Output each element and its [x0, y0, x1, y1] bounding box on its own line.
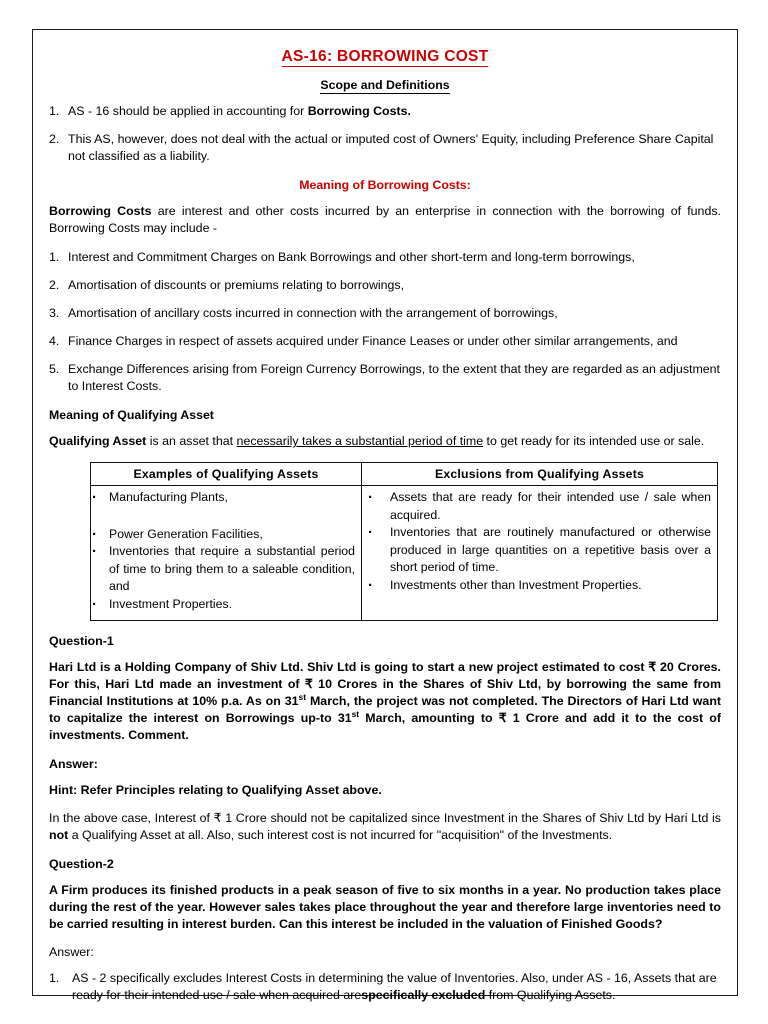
exclusions-list — [366, 489, 711, 594]
document-body — [49, 48, 721, 1004]
scope-heading — [49, 78, 721, 92]
question-2-answer-item-1 — [49, 970, 721, 1004]
list-item: · Manufacturing Plants, — [93, 489, 355, 506]
qualifying-assets-table — [90, 462, 718, 621]
scope-item-2-text: This AS, however, does not deal with the actual or imputed cost of Owners' Equity, including Preference Share Capital not classified as a liability. — [68, 132, 714, 164]
table-header-exclusions: Exclusions from Qualifying Assets — [362, 463, 718, 486]
borrowing-cost-item-4 — [49, 333, 721, 350]
scope-heading-text: Scope and Definitions — [320, 78, 450, 92]
question-2-label: Question-2 — [49, 856, 114, 871]
question-1-part1: Hari Ltd is a Holding Company of Shiv Ltd. Shiv Ltd is going to start a new project estimated to cost ₹ 20 Crores. For this, Hari Ltd made an investment of ₹ 10 Crores in the Shares of Shiv Ltd, by borrowing the same from Financial Institutions at 10% p.a. As on 31 — [49, 660, 721, 709]
table-header-row — [91, 463, 718, 486]
list-item: · Investments other than Investment Properties. — [366, 577, 711, 594]
list-item: · Investment Properties. — [93, 596, 355, 613]
scope-item-1-bold: Borrowing Costs. — [307, 104, 411, 118]
borrowing-cost-item-5 — [49, 361, 721, 395]
document-page — [32, 29, 738, 1003]
qualifying-asset-mid: is an asset that — [146, 434, 237, 449]
question-2-answer-item-1-post: from Qualifying Assets. — [485, 988, 616, 1003]
question-1-part3: March, amounting to ₹ 1 Crore and add it to the cost of investments. Comment. — [49, 711, 721, 743]
borrowing-cost-item-1 — [49, 249, 721, 266]
question-2-answer-label: Answer: — [49, 945, 94, 960]
borrowing-cost-item-2-number: 2. — [49, 277, 60, 292]
borrowing-cost-item-4-text: Finance Charges in respect of assets acquired under Finance Leases or under other similar arrangements, and — [68, 333, 678, 348]
table-cell-exclusions — [362, 486, 718, 621]
examples-list — [93, 489, 355, 613]
list-item: · Assets that are ready for their intended use / sale when acquired. — [366, 489, 711, 524]
list-item: · Power Generation Facilities, — [93, 526, 355, 543]
page-title-text: AS-16: BORROWING COST — [281, 48, 489, 65]
question-2-answer-item-1-pre: AS - 2 specifically excludes Interest Costs in determining the value of Inventories. Also, under AS - 16, Assets that are ready for their intended use / sale when acquired are — [72, 971, 717, 1003]
qualifying-asset-definition — [49, 433, 721, 450]
scope-item-2-number: 2. — [49, 132, 60, 147]
borrowing-cost-item-2 — [49, 277, 721, 294]
question-1-answer-label: Answer: — [49, 756, 98, 771]
list-item: · Inventories that require a substantial period of time to bring them to a saleable condition, and — [93, 543, 355, 595]
borrowing-cost-item-1-number: 1. — [49, 249, 60, 264]
scope-item-1 — [49, 103, 721, 120]
question-1-label: Question-1 — [49, 634, 114, 649]
borrowing-costs-definition-rest: are interest and other costs incurred by an enterprise in connection with the borrowing of funds. Borrowing Costs may include - — [49, 204, 721, 236]
qualifying-asset-term: Qualifying Asset — [49, 434, 147, 449]
borrowing-cost-item-3 — [49, 305, 721, 322]
question-1-sup1: st — [298, 692, 307, 703]
borrowing-cost-item-1-text: Interest and Commitment Charges on Bank Borrowings and other short-term and long-term borrowings, — [68, 249, 635, 264]
table-row — [91, 486, 718, 621]
question-2-text: A Firm produces its finished products in a peak season of five to six months in a year. No production takes place during the rest of the year. However sales takes place throughout the year and therefore large inventories need to be carried resulting in interest burden. Can this interest be included in the valuation of Finished Goods? — [49, 882, 721, 932]
borrowing-cost-item-2-text: Amortisation of discounts or premiums relating to borrowings, — [68, 277, 405, 292]
borrowing-costs-definition — [49, 203, 721, 237]
meaning-qualifying-asset-heading: Meaning of Qualifying Asset — [49, 408, 214, 423]
borrowing-cost-item-5-number: 5. — [49, 361, 60, 376]
borrowing-cost-item-5-text: Exchange Differences arising from Foreign Currency Borrowings, to the extent that they are regarded as an adjustment to Interest Costs. — [68, 361, 720, 394]
borrowing-costs-definition-term: Borrowing Costs — [49, 204, 152, 219]
question-1-text — [49, 659, 721, 745]
scope-item-1-number: 1. — [49, 104, 60, 118]
table-header-examples: Examples of Qualifying Assets — [91, 463, 362, 486]
question-1-part2: March, the project was not completed. The Directors of Hari Ltd want to capitalize the interest on Borrowings up-to 31 — [49, 694, 722, 726]
borrowing-cost-item-3-number: 3. — [49, 305, 60, 320]
question-1-answer-bold: not — [49, 827, 69, 842]
question-1-answer-pre: In the above case, Interest of ₹ 1 Crore should not be capitalized since Investment in the Shares of Shiv Ltd by Hari Ltd is — [49, 810, 721, 825]
question-1-answer-text — [49, 810, 721, 844]
question-1-sup2: st — [351, 709, 360, 720]
borrowing-cost-item-4-number: 4. — [49, 333, 60, 348]
meaning-borrowing-costs-heading: Meaning of Borrowing Costs: — [299, 178, 471, 193]
question-2-answer-item-1-number: 1. — [49, 971, 60, 986]
table-cell-examples — [91, 486, 362, 621]
question-1-hint: Hint: Refer Principles relating to Qualifying Asset above. — [49, 782, 382, 797]
scope-item-2 — [49, 131, 721, 165]
borrowing-cost-item-3-text: Amortisation of ancillary costs incurred in connection with the arrangement of borrowings, — [68, 305, 558, 320]
qualifying-asset-end: to get ready for its intended use or sale. — [483, 434, 705, 449]
question-1-answer-post: a Qualifying Asset at all. Also, such interest cost is not incurred for "acquisition" of the Investments. — [68, 827, 613, 842]
list-item: · Inventories that are routinely manufactured or otherwise produced in large quantities on a repetitive basis over a short period of time. — [366, 524, 711, 576]
scope-item-1-text: AS - 16 should be applied in accounting for — [68, 104, 308, 118]
page-title — [49, 48, 721, 66]
qualifying-asset-underlined: necessarily takes a substantial period of time — [236, 434, 484, 449]
question-2-answer-item-1-bold: specifically excluded — [361, 988, 486, 1003]
